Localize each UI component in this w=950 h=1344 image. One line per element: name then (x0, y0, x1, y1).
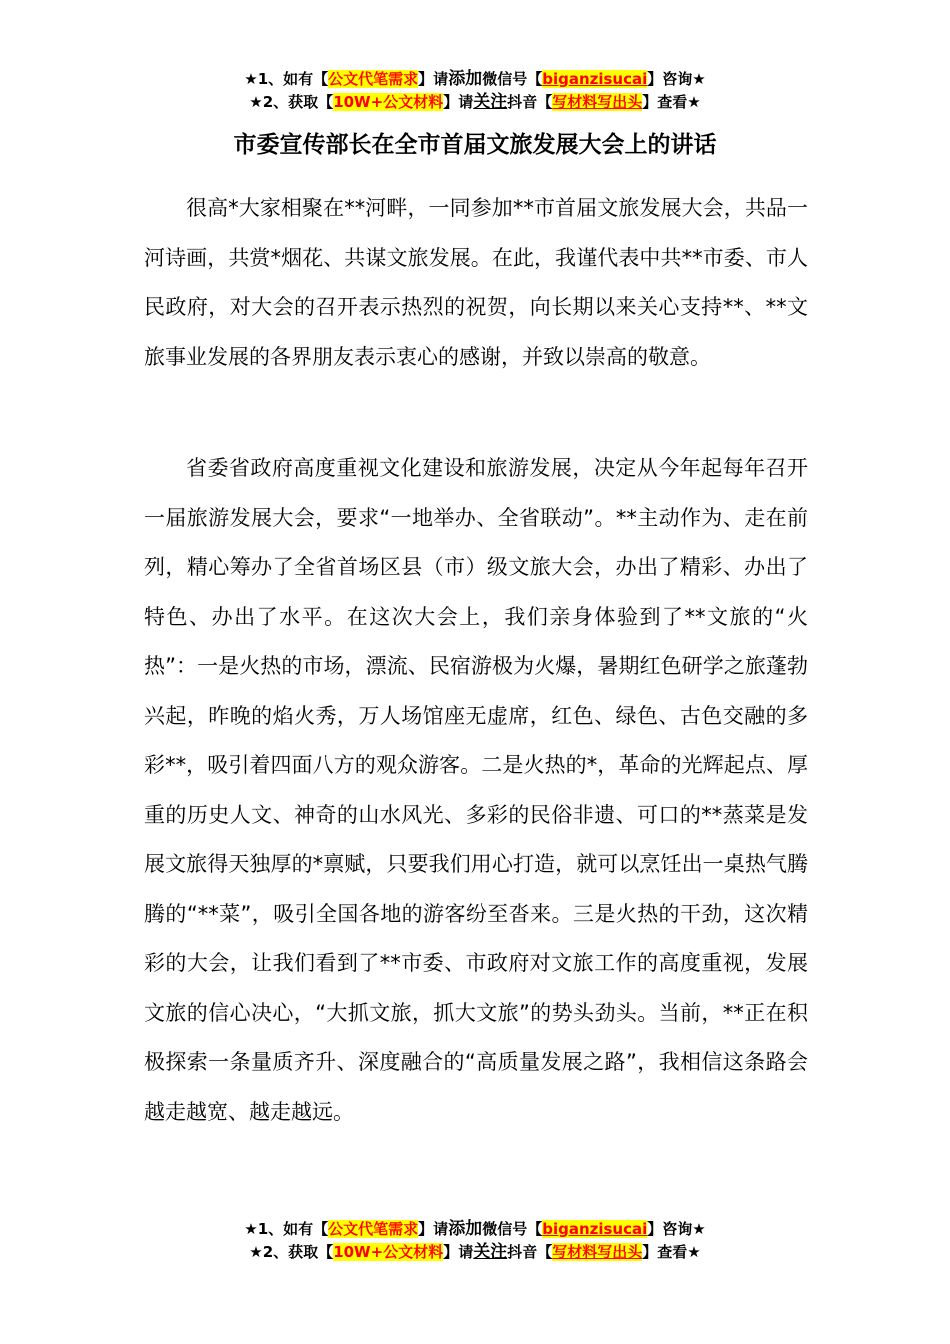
wechat-id-link[interactable]: biganzisucai (542, 1220, 648, 1238)
promo-text: 】请 (418, 1220, 449, 1238)
promo-line-2 (0, 1241, 950, 1264)
promo-line-2 (0, 91, 950, 114)
body-paragraph-2: 省委省政府高度重视文化建设和旅游发展，决定从今年起每年召开一届旅游发展大会，要求“一地举办、全省联动”。**主动作为、走在前列，精心筹办了全省首场区县（市）级文旅大会，办出了精彩、办出了特色、办出了水平。在这次大会上，我们亲身体验到了**文旅的“火热”：一是火热的市场，漂流、民宿游极为火爆，暑期红色研学之旅蓬勃兴起，昨晚的焰火秀，万人场馆座无虚席，红色、绿色、古色交融的多彩**，吸引着四面八方的观众游客。二是火热的*，革命的光辉起点、厚重的历史人文、神奇的山水风光、多彩的民俗非遗、可口的**蒸菜是发展文旅得天独厚的*禀赋，只要我们用心打造，就可以烹饪出一桌热气腾腾的“**菜”，吸引全国各地的游客纷至沓来。三是火热的干劲，这次精彩的大会，让我们看到了**市委、市政府对文旅工作的高度重视，发展文旅的信心决心，“大抓文旅，抓大文旅”的势头劲头。当前，**正在积极探索一条量质齐升、深度融合的“高质量发展之路”，我相信这条路会越走越宽、越走越远。 (144, 456, 808, 1124)
promo-suffix: 】咨询★ (647, 1220, 706, 1238)
promo-text: 】请 (418, 70, 449, 88)
douyin-account-link[interactable]: 写材料写出头 (552, 1243, 643, 1261)
promo-emphasis: 关注 (473, 92, 508, 112)
promo-highlight: 10W+公文材料 (333, 93, 444, 111)
promo-text: 微信号【 (482, 70, 543, 88)
promo-text: 】请 (443, 1243, 474, 1261)
promo-prefix: ★1、如有【 (244, 70, 329, 88)
promo-highlight: 10W+公文材料 (333, 1243, 444, 1261)
promo-suffix: 】查看★ (642, 93, 701, 111)
promo-line-1 (0, 1218, 950, 1241)
body-paragraph-1: 很高*大家相聚在**河畔，一同参加**市首届文旅发展大会，共品一河诗画，共赏*烟花、共谋文旅发展。在此，我谨代表中共**市委、市人民政府，对大会的召开表示热烈的祝贺，向长期以来关心支持**、**文旅事业发展的各界朋友表示衷心的感谢，并致以崇高的敬意。 (144, 196, 808, 369)
footer-promo (0, 1218, 950, 1264)
promo-prefix: ★2、获取【 (249, 1243, 334, 1261)
document-title: 市委宣传部长在全市首届文旅发展大会上的讲话 (233, 132, 717, 158)
promo-prefix: ★2、获取【 (249, 93, 334, 111)
promo-emphasis: 添加 (448, 69, 483, 89)
promo-text: 抖音【 (507, 93, 553, 111)
douyin-account-link[interactable]: 写材料写出头 (552, 93, 643, 111)
promo-emphasis: 关注 (473, 1242, 508, 1262)
promo-line-1 (0, 68, 950, 91)
promo-text: 微信号【 (482, 1220, 543, 1238)
wechat-id-link[interactable]: biganzisucai (542, 70, 648, 88)
header-promo (0, 68, 950, 114)
promo-text: 】请 (443, 93, 474, 111)
promo-prefix: ★1、如有【 (244, 1220, 329, 1238)
promo-text: 抖音【 (507, 1243, 553, 1261)
promo-suffix: 】咨询★ (647, 70, 706, 88)
promo-highlight: 公文代笔需求 (328, 1220, 419, 1238)
promo-emphasis: 添加 (448, 1219, 483, 1239)
promo-suffix: 】查看★ (642, 1243, 701, 1261)
promo-highlight: 公文代笔需求 (328, 70, 419, 88)
